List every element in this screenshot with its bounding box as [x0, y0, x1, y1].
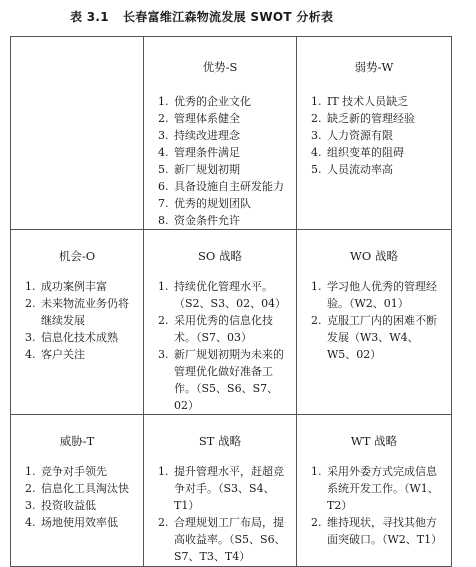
list-item [158, 161, 290, 178]
list-item-text: 管理条件满足 [174, 146, 240, 159]
opportunities-header: 机会-O [58, 249, 96, 263]
so-header: SO 战略 [198, 249, 242, 263]
list-item-number: 4. [158, 146, 169, 159]
list-item-number: 4. [25, 516, 36, 529]
list-item [158, 212, 290, 229]
list-item-text: 人力资源有限 [327, 129, 393, 142]
so-cell [144, 230, 297, 415]
list-item-text: 学习他人优秀的管理经验。（W2、01） [327, 280, 437, 310]
list-item [158, 463, 290, 514]
corner-cell [11, 37, 144, 230]
list-item-text: 人员流动率高 [327, 163, 393, 176]
table-row [11, 230, 452, 415]
list-item-number: 3. [311, 129, 322, 142]
list-item-number: 4. [311, 146, 322, 159]
threats-header: 威胁-T [59, 434, 95, 448]
list-item-text: 场地使用效率低 [41, 516, 118, 529]
list-item-number: 1. [311, 95, 322, 108]
list-item-text: 新厂规划初期 [174, 163, 240, 176]
list-item-text: 持续改进理念 [174, 129, 240, 142]
list-item-number: 7. [158, 197, 169, 210]
list-item [311, 312, 445, 363]
list-item [25, 480, 137, 497]
strengths-cell [144, 37, 297, 230]
list-item [158, 312, 290, 346]
list-item-number: 3. [158, 129, 169, 142]
list-item-number: 1. [158, 95, 169, 108]
list-item [25, 346, 137, 363]
list-item [311, 514, 445, 548]
list-item [158, 93, 290, 110]
weaknesses-header: 弱势-W [354, 60, 394, 74]
list-item-number: 2. [311, 314, 322, 327]
st-list [144, 463, 296, 565]
list-item-text: 客户关注 [41, 348, 85, 361]
list-item [158, 178, 290, 195]
list-item [158, 144, 290, 161]
list-item [25, 295, 137, 329]
opportunities-list [11, 278, 143, 363]
list-item-number: 2. [158, 112, 169, 125]
list-item-text: 组织变革的阻碍 [327, 146, 404, 159]
so-list [144, 278, 296, 414]
list-item [25, 497, 137, 514]
table-caption: 长春富维江森物流发展 SWOT 分析表 [122, 10, 334, 24]
st-header: ST 战略 [198, 434, 242, 448]
list-item-number: 2. [25, 482, 36, 495]
list-item-text: 新厂规划初期为未来的管理优化做好准备工作。（S5、S6、S7、02） [174, 348, 284, 412]
wo-header: WO 战略 [350, 249, 398, 263]
list-item-text: 采用外委方式完成信息系统开发工作。（W1、T2） [327, 465, 439, 512]
list-item [158, 110, 290, 127]
list-item [158, 278, 290, 312]
list-item-number: 2. [158, 314, 169, 327]
list-item-number: 1. [158, 280, 169, 293]
table-row [11, 415, 452, 567]
strengths-header: 优势-S [202, 60, 238, 74]
list-item-text: 持续优化管理水平。（S2、S3、02、04） [174, 280, 287, 310]
list-item-text: 缺乏新的管理经验 [327, 112, 415, 125]
threats-cell [11, 415, 144, 567]
list-item-number: 3. [25, 331, 36, 344]
wo-list [297, 278, 451, 363]
list-item [25, 278, 137, 295]
swot-table [10, 36, 452, 567]
strengths-list [144, 93, 296, 229]
list-item-number: 5. [311, 163, 322, 176]
list-item [311, 278, 445, 312]
wo-cell [297, 230, 452, 415]
table-row [11, 37, 452, 230]
list-item-number: 6. [158, 180, 169, 193]
list-item-text: IT 技术人员缺乏 [327, 95, 409, 108]
list-item [158, 127, 290, 144]
opportunities-cell [11, 230, 144, 415]
list-item [158, 195, 290, 212]
list-item [25, 514, 137, 531]
list-item-text: 信息化工具淘汰快 [41, 482, 129, 495]
list-item-number: 3. [158, 348, 169, 361]
list-item [311, 144, 445, 161]
list-item-text: 提升管理水平，赶超竞争对手。（S3、S4、T1） [174, 465, 284, 512]
list-item [311, 463, 445, 514]
list-item [158, 346, 290, 414]
list-item-number: 2. [158, 516, 169, 529]
list-item-number: 2. [311, 112, 322, 125]
list-item-number: 4. [25, 348, 36, 361]
list-item-text: 具备设施自主研发能力 [174, 180, 284, 193]
threats-list [11, 463, 143, 531]
weaknesses-list [297, 93, 451, 178]
list-item [25, 463, 137, 480]
list-item-number: 5. [158, 163, 169, 176]
list-item-text: 采用优秀的信息化技术。（S7、03） [174, 314, 273, 344]
wt-header: WT 战略 [350, 434, 398, 448]
list-item-number: 1. [25, 465, 36, 478]
list-item-number: 1. [311, 280, 322, 293]
list-item-text: 维持现状，寻找其他方面突破口。（W2、T1） [327, 516, 443, 546]
list-item [311, 127, 445, 144]
list-item-number: 1. [158, 465, 169, 478]
list-item-text: 克服工厂内的困难不断发展（W3、W4、W5、02） [327, 314, 437, 361]
list-item-text: 资金条件允许 [174, 214, 240, 227]
list-item-text: 投资收益低 [41, 499, 96, 512]
list-item-number: 1. [311, 465, 322, 478]
st-cell [144, 415, 297, 567]
list-item-text: 优秀的企业文化 [174, 95, 251, 108]
list-item [311, 110, 445, 127]
list-item-text: 优秀的规划团队 [174, 197, 251, 210]
list-item-text: 竞争对手领先 [41, 465, 107, 478]
wt-list [297, 463, 451, 548]
list-item-number: 2. [311, 516, 322, 529]
list-item-text: 未来物流业务仍将继续发展 [41, 297, 129, 327]
list-item-text: 合理规划工厂布局，提高收益率。（S5、S6、S7、T3、T4） [174, 516, 286, 563]
list-item-number: 8. [158, 214, 169, 227]
list-item [25, 329, 137, 346]
list-item-number: 3. [25, 499, 36, 512]
list-item-number: 2. [25, 297, 36, 310]
table-number: 表 3.1 [70, 10, 109, 24]
list-item [311, 93, 445, 110]
wt-cell [297, 415, 452, 567]
list-item-text: 成功案例丰富 [41, 280, 107, 293]
list-item-text: 管理体系健全 [174, 112, 240, 125]
list-item [158, 514, 290, 565]
table-title [70, 8, 333, 25]
weaknesses-cell [297, 37, 452, 230]
list-item-number: 1. [25, 280, 36, 293]
list-item [311, 161, 445, 178]
list-item-text: 信息化技术成熟 [41, 331, 118, 344]
